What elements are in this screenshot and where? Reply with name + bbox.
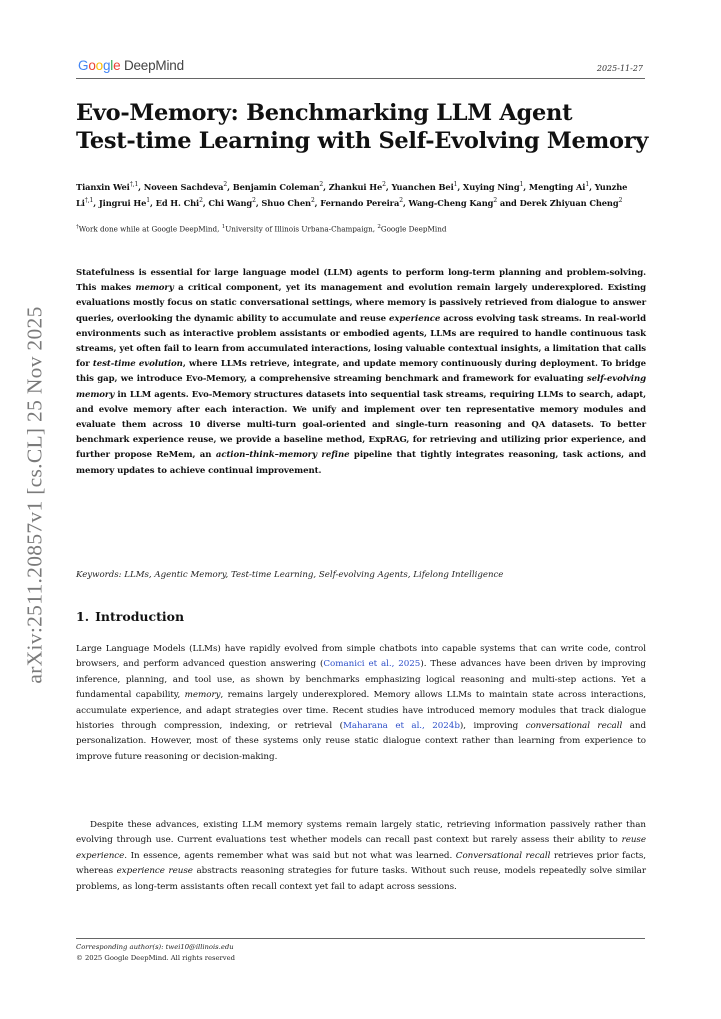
affiliations xyxy=(76,224,646,233)
author-affiliation-mark: 2 xyxy=(618,196,623,204)
keywords: Keywords: LLMs, Agentic Memory, Test-time Learning, Self-evolving Agents, Lifelong Intelligence xyxy=(76,570,504,580)
section-number: 1. xyxy=(76,609,90,624)
author-name: Zhankui He xyxy=(328,181,383,192)
author-affiliation-mark: 1 xyxy=(519,181,524,188)
publication-date: 2025-11-27 xyxy=(596,64,643,73)
author-name: Yunzhe Li xyxy=(76,181,628,208)
google-letter: o xyxy=(88,58,96,73)
google-letter: e xyxy=(113,58,121,73)
deepmind-wordmark: DeepMind xyxy=(123,58,184,73)
author-affiliation-mark: 1 xyxy=(146,196,151,204)
affil-uiuc: University of Illinois Urbana-Champaign, xyxy=(225,224,378,234)
affil-mark-1: 1 xyxy=(221,224,226,230)
intro-paragraph-2: Despite these advances, existing LLM memory systems remain largely static, retrieving information passively rather than evolving through use. Current evaluations test whether models can recall past context but rarely assess their ability to reuse experience. In essence, agents remember what was said but not what was learned. Conversational recall retrieves prior facts, whereas experience reuse abstracts reasoning strategies for future tasks. Without such reuse, models repeatedly solve similar problems, as long-term assistants often recall context yet fail to adapt across sessions. xyxy=(76,820,646,892)
affil-gdm: Google DeepMind xyxy=(380,224,447,234)
author-name: Jingrui He xyxy=(98,197,147,208)
copyright-notice: © 2025 Google DeepMind. All rights reserved xyxy=(76,953,235,962)
author-affiliation-mark: 2 xyxy=(399,196,403,204)
author-name: Fernando Pereira xyxy=(320,197,400,208)
author-name: Chi Wang xyxy=(208,197,253,208)
author-affiliation-mark: 2 xyxy=(493,196,498,204)
google-letter: g xyxy=(102,58,111,73)
author-affiliation-mark: 1 xyxy=(453,181,458,188)
work-note: Work done while at Google DeepMind, xyxy=(78,224,222,234)
affil-mark-2: 2 xyxy=(377,224,381,230)
author-affiliation-mark: †,1 xyxy=(84,196,94,204)
author-name: Wang-Cheng Kang xyxy=(408,197,494,208)
google-wordmark xyxy=(78,58,120,73)
citation-link[interactable]: Maharana et al., 2024b xyxy=(342,721,460,732)
footnote-divider xyxy=(76,938,645,939)
google-letter: l xyxy=(110,58,114,73)
title-line-2: Test-time Learning with Self-Evolving Memory xyxy=(76,128,649,154)
author-name: Yuanchen Bei xyxy=(391,181,454,192)
author-affiliation-mark: 1 xyxy=(585,181,590,188)
author-name: Shuo Chen xyxy=(261,197,311,208)
header-divider xyxy=(76,78,645,79)
arxiv-identifier: arXiv:2511.20857v1 [cs.CL] 25 Nov 2025 xyxy=(22,306,47,684)
author-affiliation-mark: 2 xyxy=(310,196,315,204)
google-deepmind-logo xyxy=(78,58,184,73)
footnote xyxy=(76,942,235,963)
arxiv-sidebar xyxy=(18,290,52,700)
author-name: Noveen Sachdeva xyxy=(143,181,224,192)
citation-link[interactable]: Comanici et al., 2025 xyxy=(323,659,421,670)
abstract: Statefulness is essential for large language model (LLM) agents to perform long-term planning and problem-solving. This makes memory a critical component, yet its management and evolution remain largely underexplored. Existing evaluations mostly focus on static conversational settings, where memory is passively retrieved from dialogue to answer queries, overlooking the dynamic ability to accumulate and reuse experience across evolving task streams. In real-world environments such as interactive problem assistants or embodied agents, LLMs are required to handle continuous task streams, yet often fail to learn from accumulated interactions, losing valuable contextual insights, a limitation that calls for test-time evolution, where LLMs retrieve, integrate, and update memory continuously during deployment. To bridge this gap, we introduce Evo-Memory, a comprehensive streaming benchmark and framework for evaluating self-evolving memory in LLM agents. Evo-Memory structures datasets into sequential task streams, requiring LLMs to search, adapt, and evolve memory after each interaction. We unify and implement over ten representative memory modules and evaluate them across 10 diverse multi-turn goal-oriented and single-turn reasoning and QA datasets. To better benchmark experience reuse, we provide a baseline method, ExpRAG, for retrieving and utilizing prior experience, and further propose ReMem, an action–think–memory refine pipeline that tightly integrates reasoning, task actions, and memory updates to achieve continual improvement. xyxy=(76,268,647,476)
corresponding-author: Corresponding author(s): twei10@illinois.edu xyxy=(76,943,234,951)
author-affiliation-mark: 2 xyxy=(223,181,228,188)
author-affiliation-mark: 2 xyxy=(252,196,256,204)
google-letter: o xyxy=(95,58,103,73)
paper-title xyxy=(76,99,656,155)
author-affiliation-mark: 2 xyxy=(199,196,203,204)
author-list: Tianxin Wei$^{\dagger,1}$, Noveen Sachdeva$^2$, Benjamin Coleman$^2$, Zhankui He$^2$, Yuanchen Bei$^1$, Xuying Ning$^1$, Mengting Ai$^1$, Yunzhe $Li^{\dagger,1}$, Jingrui He$^1$, Ed H. Chi$^2$, Chi Wang$^2$, Shuo Chen$^2$, Fernando Pereira$^2$, Wang-Cheng Kang$^2$ and Derek Zhiyuan Cheng$^2$ xyxy=(76,181,628,208)
section-title-text: Introduction xyxy=(95,609,185,624)
author-affiliation-mark: †,1 xyxy=(129,181,139,188)
section-heading-introduction xyxy=(76,609,184,624)
author-name: Xuying Ning xyxy=(462,181,520,192)
author-name: Derek Zhiyuan Cheng xyxy=(519,197,619,208)
dagger-mark: † xyxy=(76,224,79,230)
author-name: Tianxin Wei xyxy=(76,181,130,192)
author-affiliation-mark: 2 xyxy=(382,181,386,188)
author-name: Benjamin Coleman xyxy=(232,181,320,192)
author-affiliation-mark: 2 xyxy=(319,181,324,188)
title-line-1: Evo-Memory: Benchmarking LLM Agent xyxy=(76,100,573,126)
author-name: Mengting Ai xyxy=(528,181,586,192)
author-name: Ed H. Chi xyxy=(155,197,200,208)
google-letter: G xyxy=(78,58,89,73)
intro-paragraph-1: Large Language Models (LLMs) have rapidly evolved from simple chatbots into capable systems that can write code, control browsers, and perform advanced question answering (Comanici et al., 2025). These advances have been driven by improving inference, planning, and tool use, as shown by benchmarks emphasizing logical reasoning and multi-step actions. Yet a fundamental capability, memory, remains largely underexplored. Memory allows LLMs to maintain state across interactions, accumulate experience, and adapt strategies over time. Recent studies have introduced memory modules that track dialogue histories through compression, indexing, or retrieval (Maharana et al., 2024b), improving conversational recall and personalization. However, most of these systems only reuse static dialogue context rather than learning from experience to improve future reasoning or decision-making. xyxy=(76,644,646,762)
